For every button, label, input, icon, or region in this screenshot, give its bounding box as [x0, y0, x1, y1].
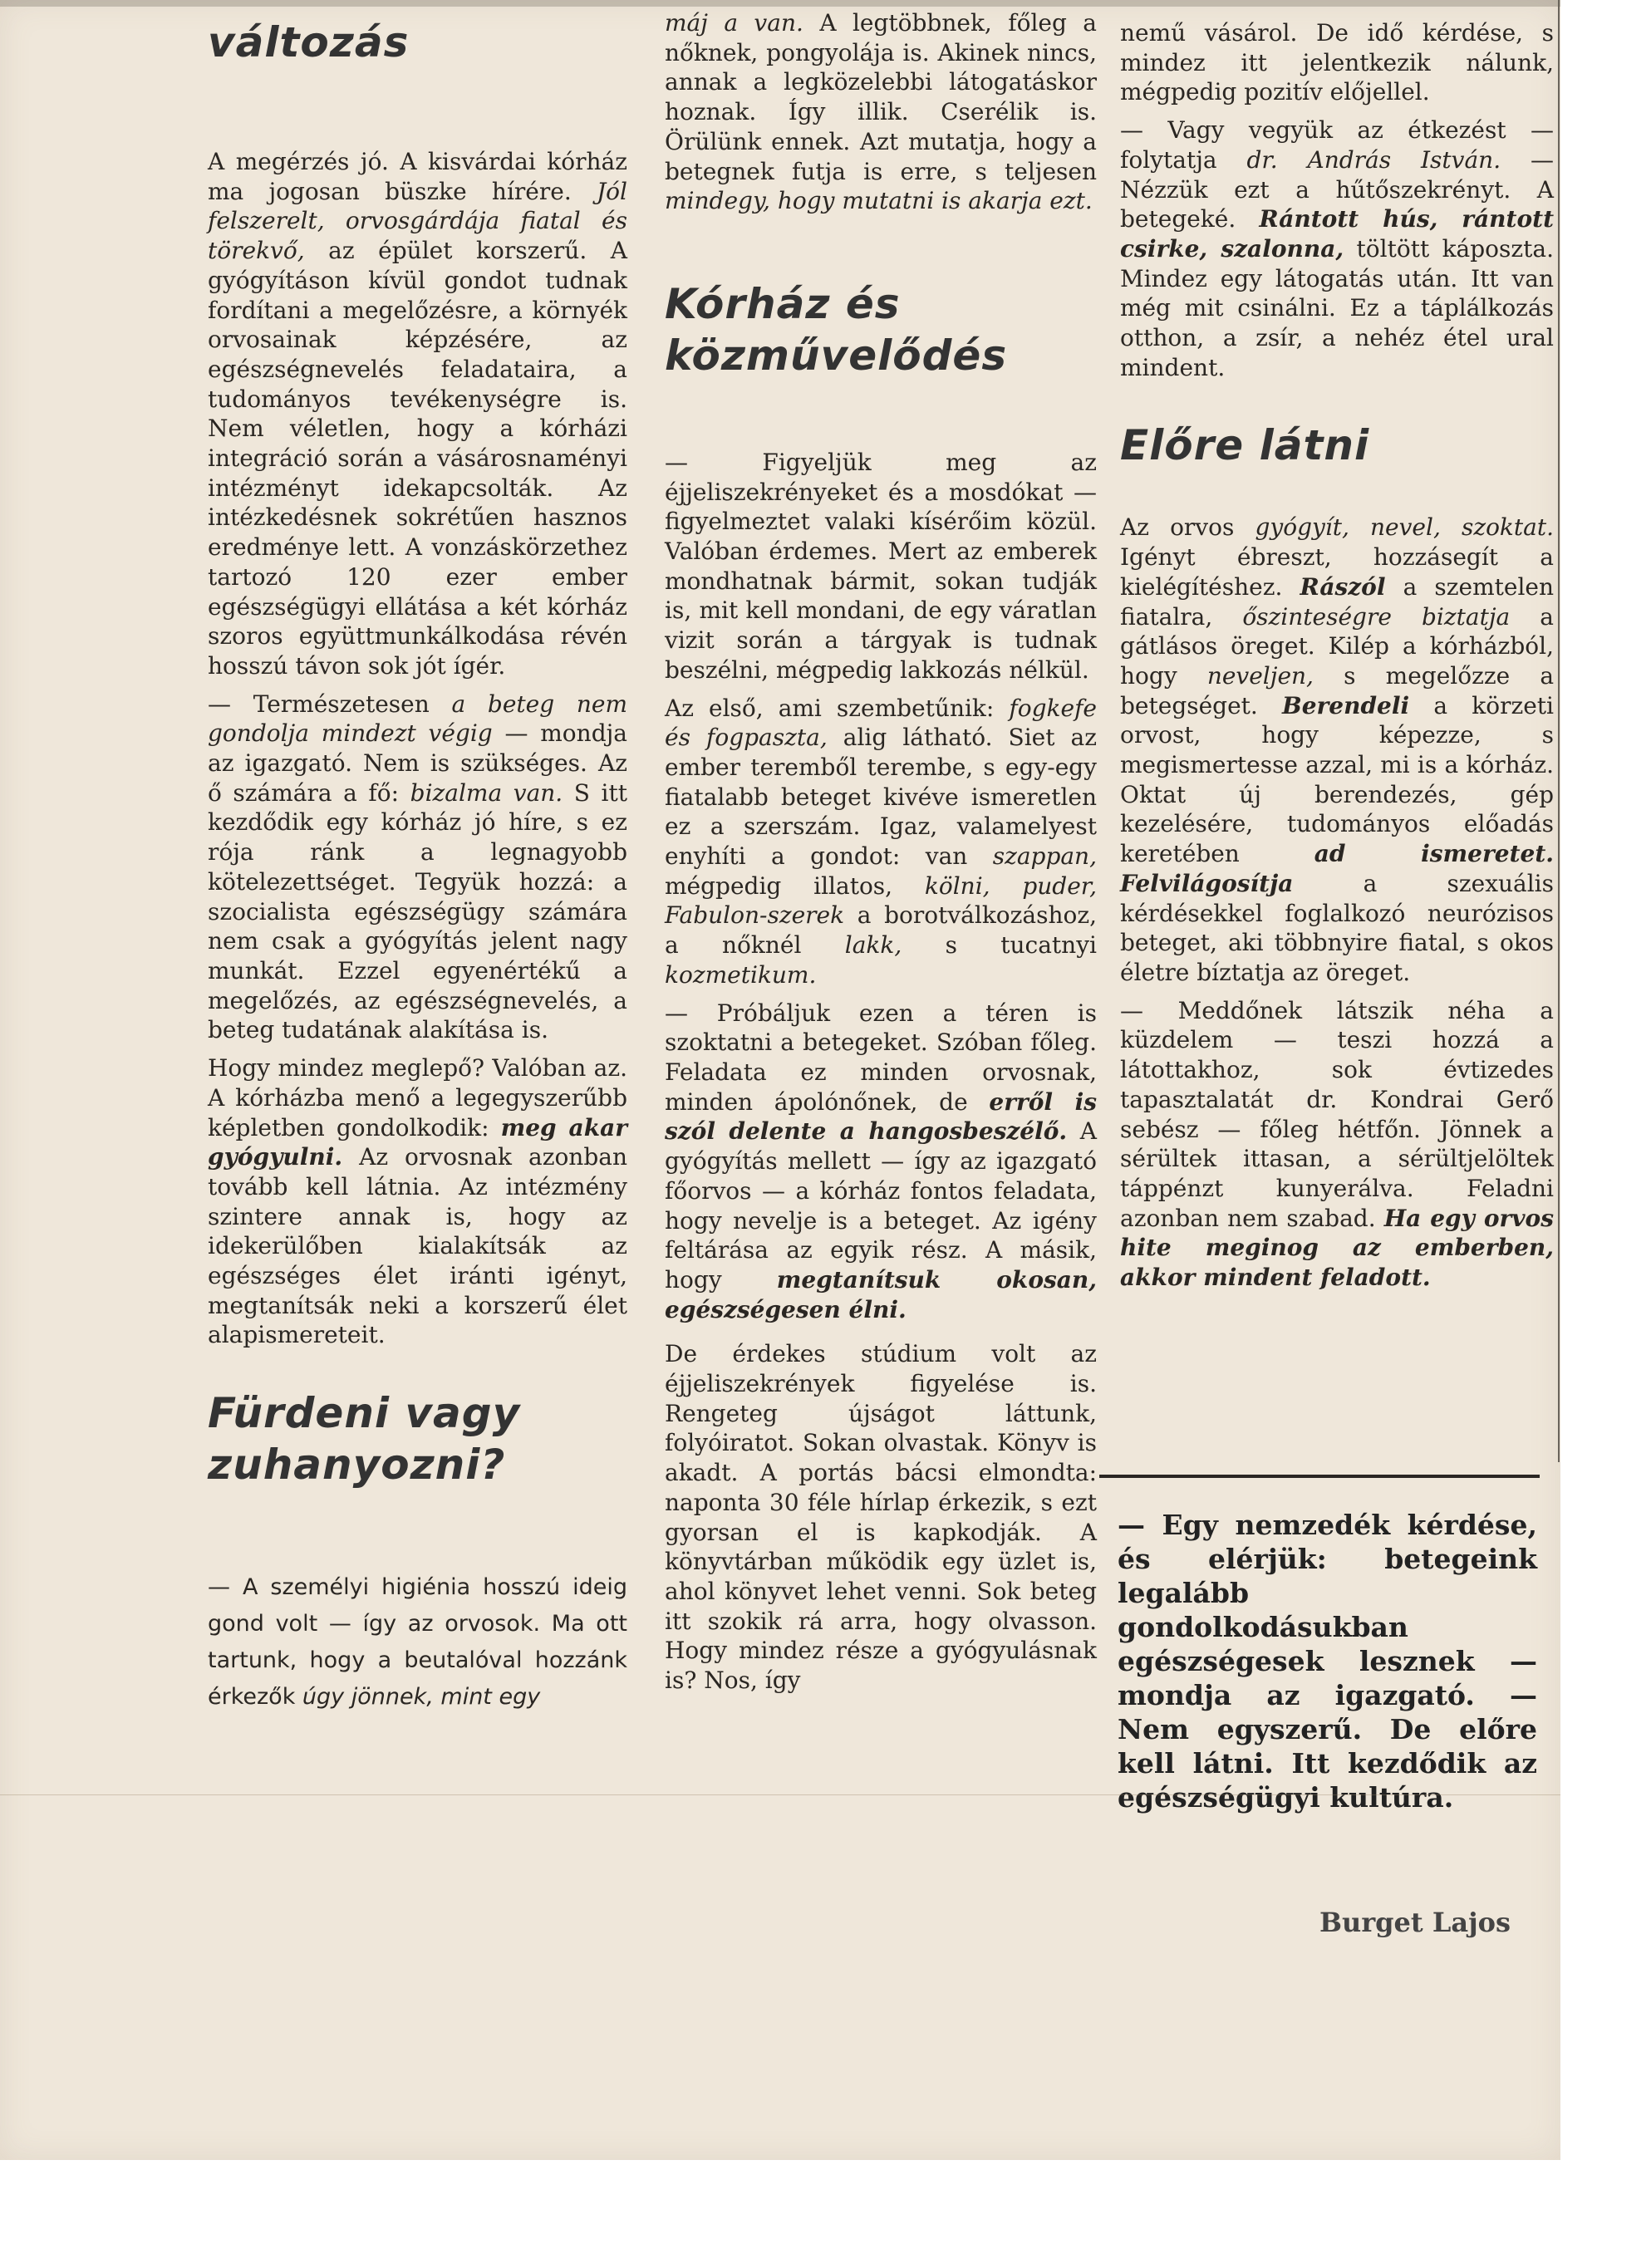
- paragraph: — Meddőnek látszik néha a küzdelem — teszi hozzá a látottakhoz, sok évtizedes tapasztalatát dr. Kondrai Gerő sebész — főleg hétfőn. Jönnek a sérültek ittasan, a sérültjelöltek táppénzt kunyerálva. Feladni azonban nem szabad. Ha egy orvos hite meginog az emberben, akkor mindent feladott.: [1120, 996, 1554, 1292]
- paragraph: — Természetesen a beteg nem gondolja mindezt végig — mondja az igazgató. Nem is szükséges. Az ő számára a fő: bizalma van. S itt kezdődik egy kórház jó híre, s ez rója ránk a legnagyobb kötelezettséget. Tegyük hozzá: a szocialista egészségügy számára nem csak a gyógyítás jelent nagy munkát. Ezzel egyenértékű a megelőzés, az egészségnevelés, a beteg tudatának alakítása is.: [208, 690, 628, 1044]
- paragraph: De érdekes stúdium volt az éjjeliszekrények figyelése is. Rengeteg újságot láttunk, folyóiratot. Sokan olvastak. Könyv is akadt. A portás bácsi elmondta: naponta 30 féle hírlap érkezik, s ezt gyorsan el is kapkodják. A könyvtárban működik egy üzlet is, ahol könyvet lehet venni. Sok beteg itt szokik rá arra, hogy olvasson. Hogy mindez része a gyógyulásnak is? Nos, így: [665, 1340, 1097, 1695]
- closing-quote: — Egy nemzedék kérdése, és elérjük: betegeink legalább gondolkodásukban egészségesek lesznek — mondja az igazgató. — Nem egyszerű. De előre kell látni. Itt kezdődik az egészségügyi kultúra.: [1118, 1509, 1537, 1814]
- headline-korhaz-kozmuvelodes: Kórház és közművelődés: [665, 279, 1008, 380]
- section-divider: [1099, 1475, 1540, 1478]
- paragraph: máj a van. A legtöbbnek, főleg a nőknek, pongyolája is. Akinek nincs, annak a legközelebbi látogatáskor hoznak. Így illik. Cserélik is. Örülünk ennek. Azt mutatja, hogy a betegnek futja is erre, s teljesen mindegy, hogy mutatni is akarja ezt.: [665, 9, 1097, 215]
- column-rule: [1558, 0, 1560, 1462]
- paragraph: A megérzés jó. A kisvárdai kórház ma jogosan büszke hírére. Jól felszerelt, orvosgárdája fiatal és törekvő, az épület korszerű. A gyógyításon kívül gondot tudnak fordítani a megelőzésre, a környék orvosainak képzésére, az egészségnevelés feladataira, a tudományos tevékenységre is. Nem véletlen, hogy a kórházi integráció során a vásárosnaményi intézményt idekapcsolták. Az intézkedésnek sokrétűen hasznos eredménye lett. A vonzáskörzethez tartozó 120 ezer ember egészségügyi ellátása a két kórház szoros együttmunkálkodása révén hosszú távon sok jót ígér.: [208, 148, 628, 680]
- paragraph: Az első, ami szembetűnik: fogkefe és fogpaszta, alig látható. Siet az ember teremből terembe, s egy-egy fiatalabb beteget kivéve ismeretlen ez a szerszám. Igaz, valamelyest enyhíti a gondot: van szappan, mégpedig illatos, kölni, puder, Fabulon-szerek a borotválkozáshoz, a nőknél lakk, s tucatnyi kozmetikum.: [665, 694, 1098, 989]
- author-signature: Burget Lajos: [1319, 1907, 1511, 1938]
- paragraph: — A személyi higiénia hosszú ideig gond volt — így az orvosok. Ma ott tartunk, hogy a beutalóval hozzánk érkezők úgy jönnek, mint egy: [208, 1574, 627, 1711]
- paragraph: Az orvos gyógyít, nevel, szoktat. Igényt ébreszt, hozzásegít a kielégítéshez. Rászól a szemtelen fiatalra, őszinteségre biztatja a gátlásos öreget. Kilép a kórházból, hogy neveljen, s megelőzze a betegséget. Berendeli a körzeti orvost, hogy képezze, s megismertesse azzal, mi is a kórház. Oktat új berendezés, gép kezelésére, tudományos előadás keretében ad ismeretet. Felvilágosítja a szexuális kérdésekkel foglalkozó neurózisos beteget, aki többnyire fiatal, s okos életre bíztatja az öreget.: [1120, 513, 1555, 986]
- column-1: [208, 0, 627, 1716]
- paragraph: Hogy mindez meglepő? Valóban az. A kórházba menő a legegyszerűbb képletben gondolkodik: meg akar gyógyulni. Az orvosnak azonban tovább kell látnia. Az intézmény szintere annak is, hogy az idekerülőben kialakítsák az egészséges élet iránti igényt, megtanítsák neki a korszerű élet alapismereteit.: [208, 1054, 627, 1349]
- paragraph: — Figyeljük meg az éjjeliszekrényeket és a mosdókat — figyelmeztet valaki kísérőim közül. Valóban érdemes. Mert az emberek mondhatnak bármit, sokan tudják is, mit kell mondani, de egy váratlan vizit során a tárgyak is tudnak beszélni, mégpedig lakkozás nélkül.: [665, 448, 1097, 684]
- headline-furdeni: Fürdeni vagy zuhanyozni?: [208, 1389, 521, 1490]
- paragraph: — Próbáljuk ezen a téren is szoktatni a betegeket. Szóban főleg. Feladata ez minden orvosnak, minden ápolónőnek, de erről is szól delente a hangosbeszélő. A gyógyítás mellett — így az igazgató főorvos — a kórház fontos feladata, hogy nevelje is a beteget. Az igény feltárása az egyik rész. A másik, hogy megtanítsuk okosan, egészségesen élni.: [665, 999, 1098, 1323]
- headline-valtozas: változás: [208, 18, 410, 66]
- paragraph: — Vagy vegyük az étkezést — folytatja dr. András István. — Nézzük ezt a hűtőszekrényt. A betegeké. Rántott hús, rántott csirke, szalonna, töltött káposzta. Mindez egy látogatás után. Itt van még mit csinálni. Ez a táplálkozás otthon, a zsír, a nehéz étel ural mindent.: [1120, 116, 1555, 381]
- headline-elore-latni: Előre látni: [1120, 421, 1370, 470]
- paper-crease: [0, 1794, 1560, 1795]
- paragraph: nemű vásárol. De idő kérdése, s mindez itt jelentkezik nálunk, mégpedig pozitív előjellel.: [1120, 19, 1554, 106]
- column-3: [1120, 0, 1554, 1293]
- column-2: [665, 0, 1097, 1696]
